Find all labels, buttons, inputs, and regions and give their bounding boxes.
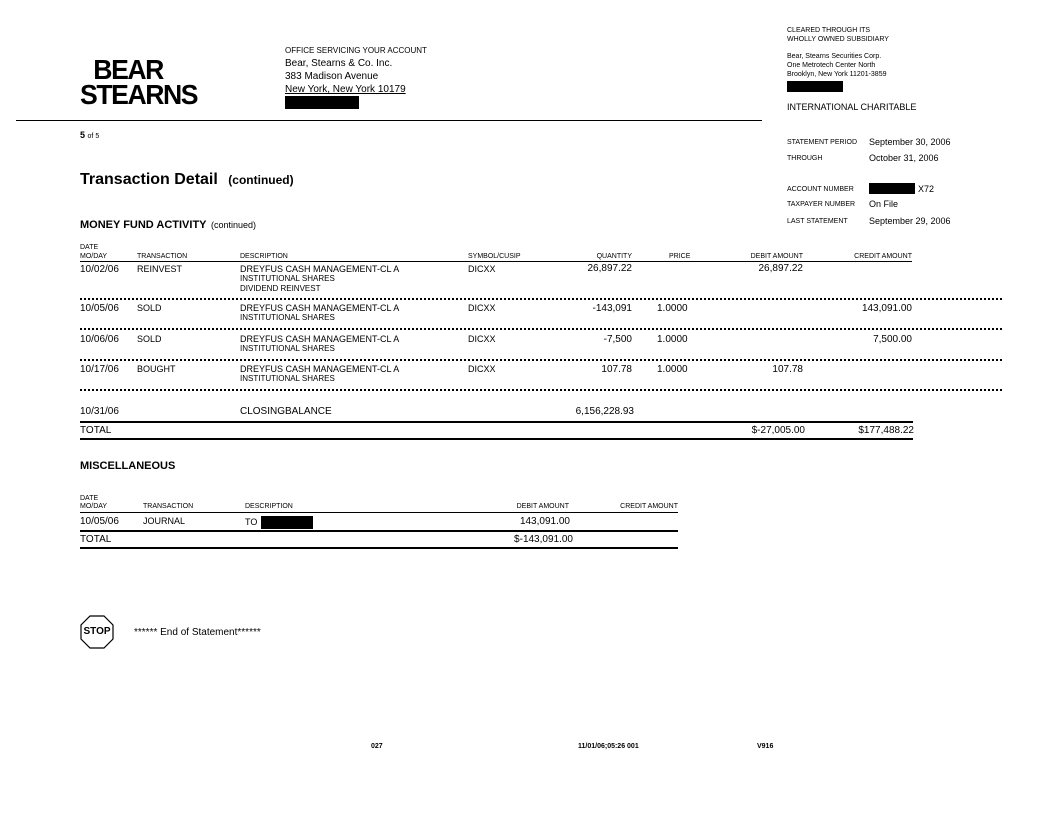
row-date: 10/17/06: [80, 364, 119, 375]
total-debit: $-27,005.00: [751, 425, 805, 436]
money-fund-suffix: (continued): [210, 220, 256, 230]
page-number: 5: [80, 130, 86, 140]
through-label: THROUGH: [787, 155, 823, 162]
row-date: 10/06/06: [80, 334, 119, 345]
last-statement-label: LAST STATEMENT: [787, 218, 848, 225]
office-address: [285, 44, 427, 113]
row-separator: [80, 298, 1002, 300]
row-price: 1.0000: [657, 334, 688, 345]
total-credit: $177,488.22: [858, 425, 914, 436]
office-name: Bear, Stearns & Co. Inc.: [285, 58, 393, 69]
subsidiary-street: One Metrotech Center North: [787, 62, 876, 69]
row-credit: 7,500.00: [873, 334, 912, 345]
stop-sign-icon: [80, 615, 114, 649]
period-value: September 30, 2006: [869, 137, 951, 147]
col-transaction: TRANSACTION: [137, 253, 188, 260]
row-symbol: DICXX: [468, 334, 496, 344]
col-debit: DEBIT AMOUNT: [750, 253, 803, 260]
closing-date: 10/31/06: [80, 406, 119, 417]
row-price: 1.0000: [657, 303, 688, 314]
row-symbol: DICXX: [468, 264, 496, 274]
row-symbol: DICXX: [468, 364, 496, 374]
footer-code-1: 027: [371, 743, 383, 750]
header-rule: [80, 261, 912, 262]
page-title: [80, 171, 294, 189]
header-divider: [16, 120, 762, 121]
row-date: 10/05/06: [80, 303, 119, 314]
footer-code-2: 11/01/06;05:26 001: [578, 743, 639, 750]
bear-stearns-logo: [80, 54, 198, 110]
cleared-line-1: CLEARED THROUGH ITS: [787, 27, 871, 34]
col-credit: CREDIT AMOUNT: [854, 253, 912, 260]
total-label: TOTAL: [80, 425, 112, 436]
account-name: INTERNATIONAL CHARITABLE: [787, 102, 917, 112]
money-fund-title: MONEY FUND ACTIVITY: [80, 219, 207, 231]
misc-header-rule: [80, 512, 678, 513]
clearing-info: [787, 26, 889, 95]
page-of: of 5: [87, 133, 100, 140]
col-date-top: DATE: [80, 244, 99, 251]
page-indicator: [80, 130, 99, 140]
row-credit: 143,091.00: [861, 303, 912, 314]
row-date: 10/02/06: [80, 264, 119, 275]
misc-heading: MISCELLANEOUS: [80, 460, 176, 472]
closing-label: CLOSINGBALANCE: [240, 406, 332, 417]
row-desc-2: INSTITUTIONAL SHARES: [240, 344, 335, 353]
row-description: [240, 364, 399, 384]
row-desc-1: DREYFUS CASH MANAGEMENT-CL A: [240, 364, 400, 374]
row-quantity: -7,500: [603, 334, 632, 345]
misc-col-description: DESCRIPTION: [245, 503, 293, 510]
row-desc-1: DREYFUS CASH MANAGEMENT-CL A: [240, 264, 400, 274]
misc-row-description: [245, 516, 313, 529]
misc-col-date: MO/DAY: [80, 503, 108, 510]
row-transaction: SOLD: [137, 334, 162, 344]
office-label: OFFICE SERVICING YOUR ACCOUNT: [285, 46, 427, 55]
stop-text: STOP: [83, 626, 111, 637]
misc-col-credit: CREDIT AMOUNT: [620, 503, 678, 510]
taxpayer-value: On File: [869, 199, 899, 209]
row-separator: [80, 389, 1002, 391]
row-desc-3: DIVIDEND REINVEST: [240, 284, 321, 293]
total-bottom-rule: [80, 438, 913, 440]
office-city: New York, New York 10179: [285, 84, 406, 95]
col-date: MO/DAY: [80, 253, 108, 260]
col-description: DESCRIPTION: [240, 253, 288, 260]
row-desc-2: INSTITUTIONAL SHARES: [240, 374, 335, 383]
row-transaction: REINVEST: [137, 264, 183, 274]
through-value: October 31, 2006: [869, 153, 939, 163]
row-description: [240, 334, 399, 354]
end-of-statement: ****** End of Statement******: [134, 627, 261, 638]
row-quantity: 26,897.22: [587, 263, 632, 274]
total-top-rule: [80, 421, 913, 423]
logo-line-1: BEAR: [93, 54, 163, 85]
misc-row-desc-text: TO: [245, 516, 258, 527]
title-suffix: (continued): [228, 173, 294, 187]
subsidiary-city: Brooklyn, New York 11201-3859: [787, 71, 887, 78]
row-symbol: DICXX: [468, 303, 496, 313]
misc-total-bottom-rule: [80, 547, 678, 549]
period-label: STATEMENT PERIOD: [787, 139, 858, 146]
footer-code-3: V916: [757, 743, 774, 750]
misc-total-top-rule: [80, 530, 678, 532]
misc-col-transaction: TRANSACTION: [143, 503, 194, 510]
misc-row-date: 10/05/06: [80, 516, 119, 527]
row-quantity: 107.78: [601, 364, 632, 375]
misc-row-debit: 143,091.00: [519, 516, 570, 527]
misc-total-label: TOTAL: [80, 534, 112, 545]
closing-value: 6,156,228.93: [575, 406, 634, 417]
col-symbol: SYMBOL/CUSIP: [468, 253, 521, 260]
title-text: Transaction Detail: [80, 171, 218, 188]
col-price: PRICE: [669, 253, 691, 260]
redaction-box: [285, 96, 359, 109]
row-description: [240, 264, 399, 294]
redaction-box: [869, 183, 915, 194]
logo-line-2: STEARNS: [80, 79, 198, 110]
misc-row-transaction: JOURNAL: [143, 516, 186, 526]
col-quantity: QUANTITY: [596, 253, 632, 260]
row-quantity: -143,091: [592, 303, 632, 314]
row-separator: [80, 359, 1002, 361]
office-street: 383 Madison Avenue: [285, 71, 379, 82]
row-desc-1: DREYFUS CASH MANAGEMENT-CL A: [240, 334, 400, 344]
account-number-label: ACCOUNT NUMBER: [787, 186, 854, 193]
row-separator: [80, 328, 1002, 330]
misc-total-debit: $-143,091.00: [514, 534, 573, 545]
misc-col-debit: DEBIT AMOUNT: [516, 503, 569, 510]
row-desc-2: INSTITUTIONAL SHARES: [240, 274, 335, 283]
row-transaction: SOLD: [137, 303, 162, 313]
subsidiary-name: Bear, Stearns Securities Corp.: [787, 53, 882, 60]
redaction-box: [787, 81, 843, 92]
last-statement-value: September 29, 2006: [869, 216, 951, 226]
misc-col-date-top: DATE: [80, 495, 99, 502]
redaction-box: [261, 516, 313, 529]
cleared-line-2: WHOLLY OWNED SUBSIDIARY: [787, 36, 889, 43]
row-transaction: BOUGHT: [137, 364, 176, 374]
row-description: [240, 303, 399, 323]
row-debit: 107.78: [772, 364, 803, 375]
row-debit: 26,897.22: [758, 263, 803, 274]
row-desc-1: DREYFUS CASH MANAGEMENT-CL A: [240, 303, 400, 313]
taxpayer-label: TAXPAYER NUMBER: [787, 201, 856, 208]
row-desc-2: INSTITUTIONAL SHARES: [240, 313, 335, 322]
row-price: 1.0000: [657, 364, 688, 375]
account-number-suffix: X72: [918, 184, 935, 194]
money-fund-heading: [80, 215, 256, 233]
